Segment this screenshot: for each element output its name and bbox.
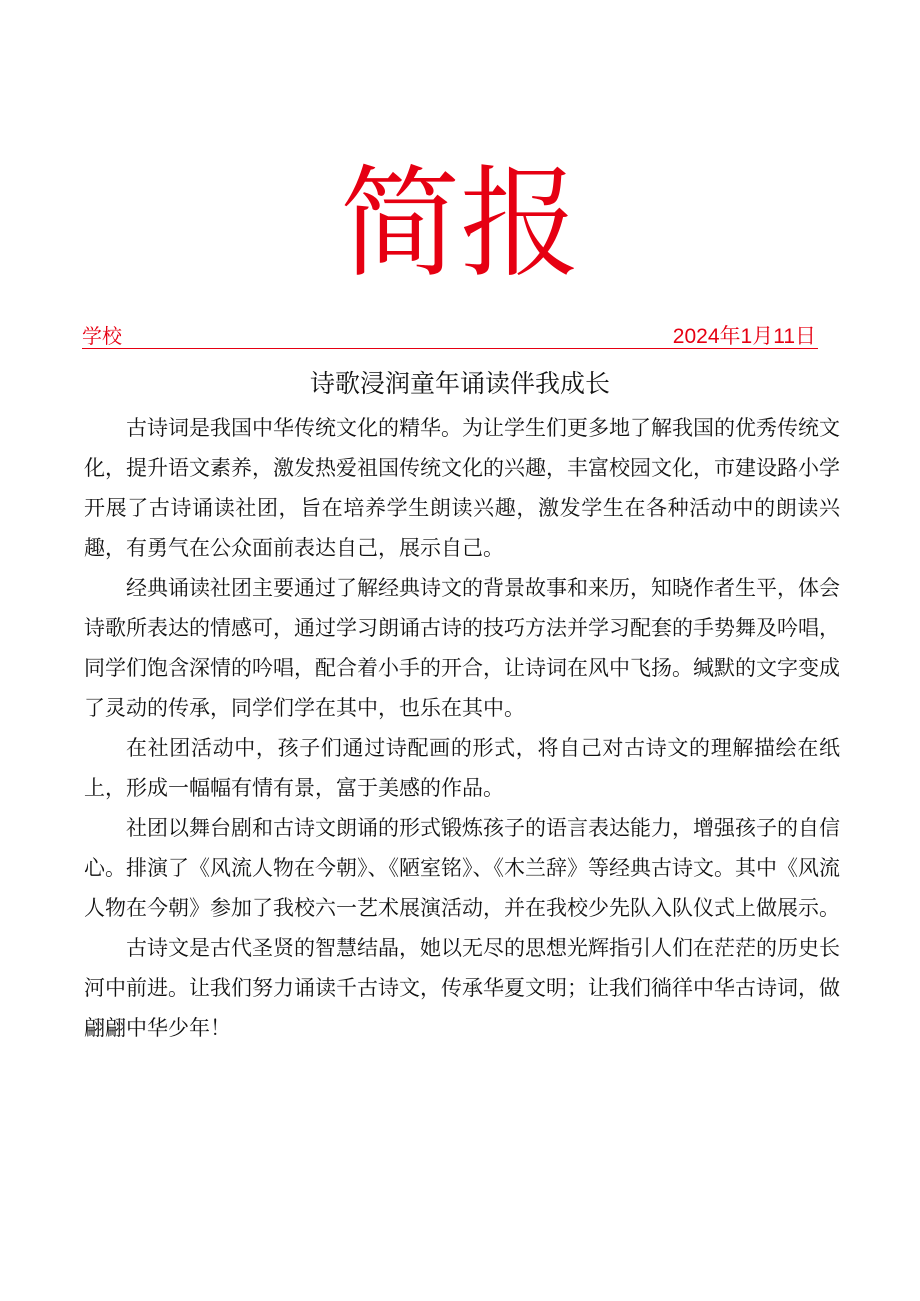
paragraph: 古诗文是古代圣贤的智慧结晶，她以无尽的思想光辉指引人们在茫茫的历史长河中前进。让我们努力诵读千古诗文，传承华夏文明；让我们徜徉中华古诗词，做翩翩中华少年！ — [84, 936, 840, 1040]
publication-date: 2024年1月11日 — [672, 325, 816, 348]
article-title: 诗歌浸润童年诵读伴我成长 — [309, 369, 610, 398]
paragraph: 经典诵读社团主要通过了解经典诗文的背景故事和来历，知晓作者生平，体会诗歌所表达的情感可，通过学习朗诵古诗的技巧方法并学习配套的手势舞及吟唱，同学们饱含深情的吟唱，配合着小手的开合，让诗词在风中飞扬。缄默的文字变成了灵动的传承，同学们学在其中，也乐在其中。 — [84, 576, 840, 720]
masthead-title: 简报 — [340, 155, 580, 294]
paragraph: 在社团活动中，孩子们通过诗配画的形式，将自己对古诗文的理解描绘在纸上，形成一幅幅有情有景，富于美感的作品。 — [84, 736, 840, 800]
paragraph: 古诗词是我国中华传统文化的精华。为让学生们更多地了解我国的优秀传统文化，提升语文素养，激发热爱祖国传统文化的兴趣，丰富校园文化，市建设路小学开展了古诗诵读社团，旨在培养学生朗读兴趣，激发学生在各种活动中的朗读兴趣，有勇气在公众面前表达自己，展示自己。 — [84, 416, 840, 560]
meta-row — [82, 318, 818, 349]
article-body — [84, 408, 840, 1048]
school-label: 学校 — [82, 324, 122, 348]
paragraph: 社团以舞台剧和古诗文朗诵的形式锻炼孩子的语言表达能力，增强孩子的自信心。排演了《风流人物在今朝》、《陋室铭》、《木兰辞》等经典古诗文。其中《风流人物在今朝》参加了我校六一艺术展演活动，并在我校少先队入队仪式上做展示。 — [84, 816, 840, 920]
